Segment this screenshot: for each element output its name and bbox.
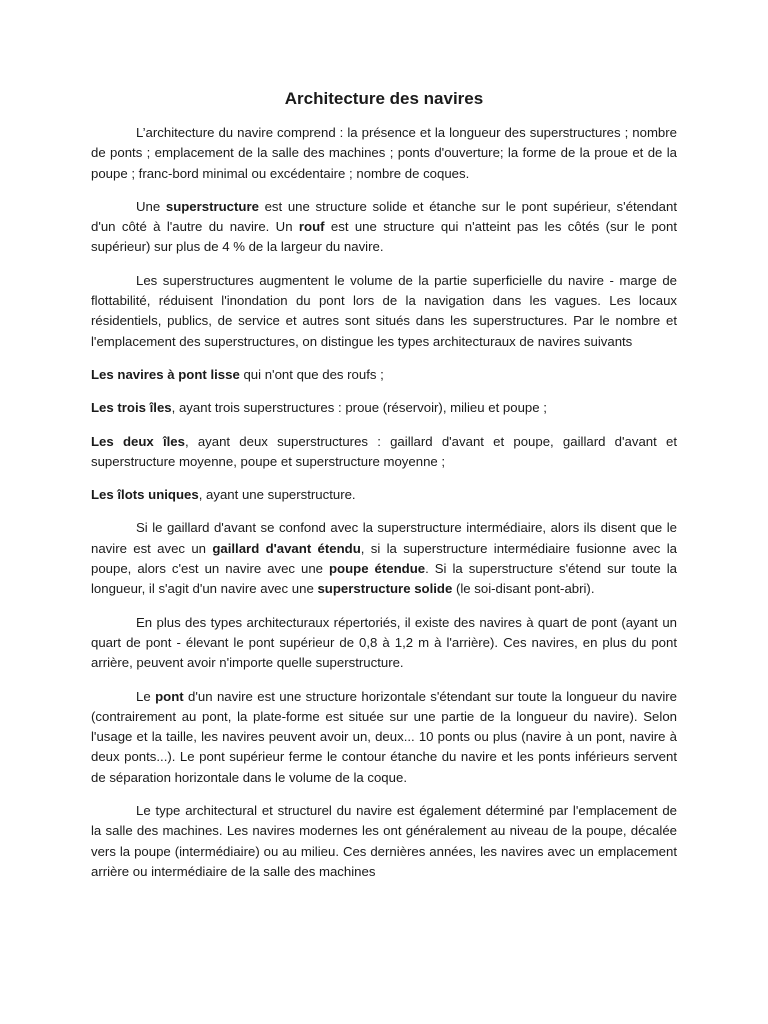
term-superstructure: superstructure [165, 198, 259, 214]
type-term: Les deux îles [91, 433, 185, 449]
type-description: , ayant deux superstructures : gaillard d'avant et poupe, gaillard d'avant et superstructure moyenne, poupe et superstructure moyenne ; [91, 433, 677, 469]
text-run: (le soi-disant pont-abri). [452, 581, 595, 597]
paragraph-quarter-deck: En plus des types architecturaux répertoriés, il existe des navires à quart de pont (ayant un quart de pont - élevant le pont supérieur de 0,8 à 1,2 m à l'arrière). Ces navires, en plus du pont arrière, peuvent avoir n'importe quelle superstructure. [91, 614, 677, 671]
type-item [91, 485, 677, 505]
page-title: Architecture des navires [284, 89, 484, 108]
term-rouf: rouf [298, 219, 325, 235]
paragraph-extended [91, 518, 677, 599]
type-item [91, 365, 677, 385]
type-item [91, 398, 677, 418]
paragraph-pont [91, 687, 677, 788]
text-run: est une structure qui n'atteint pas les côtés (sur le pont supérieur) sur plus de 4 % de la largeur du navire. [91, 219, 677, 255]
text-run: Si le gaillard d'avant se confond avec la superstructure intermédiaire, alors ils disent que le navire est avec un [91, 520, 677, 556]
paragraph-types-intro: Les superstructures augmentent le volume de la partie superficielle du navire - marge de flottabilité, réduisent l'inondation du pont lors de la navigation dans les vagues. Les locaux résidentiels, publics, de service et autres sont situés dans les superstructures. Par le nombre et l'emplacement des superstructures, on distingue les types architecturaux de navires suivants [91, 272, 677, 349]
text-run: Une [136, 198, 166, 214]
term-poupe-etendue: poupe étendue [329, 561, 426, 577]
type-term: Les îlots uniques [91, 487, 199, 503]
type-description: , ayant trois superstructures : proue (réservoir), milieu et poupe ; [171, 400, 547, 416]
text-run: , si la superstructure intermédiaire fusionne avec la poupe, alors c'est un navire avec une [91, 540, 677, 577]
paragraph-engine-room: Le type architectural et structurel du navire est également déterminé par l'emplacement de la salle des machines. Les navires modernes les ont généralement au niveau de la poupe, décalée vers la poupe (intermédiaire) ou au milieu. Ces dernières années, les navires avec un emplacement arrière ou intermédiaire de la salle des machines [91, 803, 677, 879]
paragraph-superstructure [91, 197, 677, 258]
type-item [91, 432, 677, 473]
type-term: Les trois îles [91, 400, 172, 416]
text-run: Le [136, 688, 156, 704]
text-run: . Si la superstructure s'étend sur toute la longueur, il s'agit d'un navire avec une [91, 561, 678, 597]
type-term: Les navires à pont lisse [91, 366, 240, 382]
text-run: est une structure solide et étanche sur le pont supérieur, s'étendant d'un côté à l'autre du navire. Un [91, 198, 677, 235]
text-run: d'un navire est une structure horizontale s'étendant sur toute la longueur du navire (contrairement au pont, la plate-forme est située sur une partie de la longueur du navire). Selon l'usage et la taille, les navires peuvent avoir un, deux... 10 ponts ou plus (navire à un pont, navire à deux ponts...). Le pont supérieur ferme le contour étanche du navire et les ponts inférieurs servent de séparation horizontale dans le volume de la coque. [91, 688, 677, 785]
type-description: , ayant une superstructure. [198, 487, 356, 503]
term-superstructure-solide: superstructure solide [317, 581, 453, 597]
term-pont: pont [155, 688, 184, 704]
type-description: qui n'ont que des roufs ; [239, 366, 384, 382]
term-gaillard-etendu: gaillard d'avant étendu [212, 540, 361, 556]
paragraph-intro: L’architecture du navire comprend : la présence et la longueur des superstructures ; nombre de ponts ; emplacement de la salle des machines ; ponts d'ouverture; la forme de la proue et de la poupe ; franc-bord minimal ou excédentaire ; nombre de coques. [91, 125, 677, 181]
